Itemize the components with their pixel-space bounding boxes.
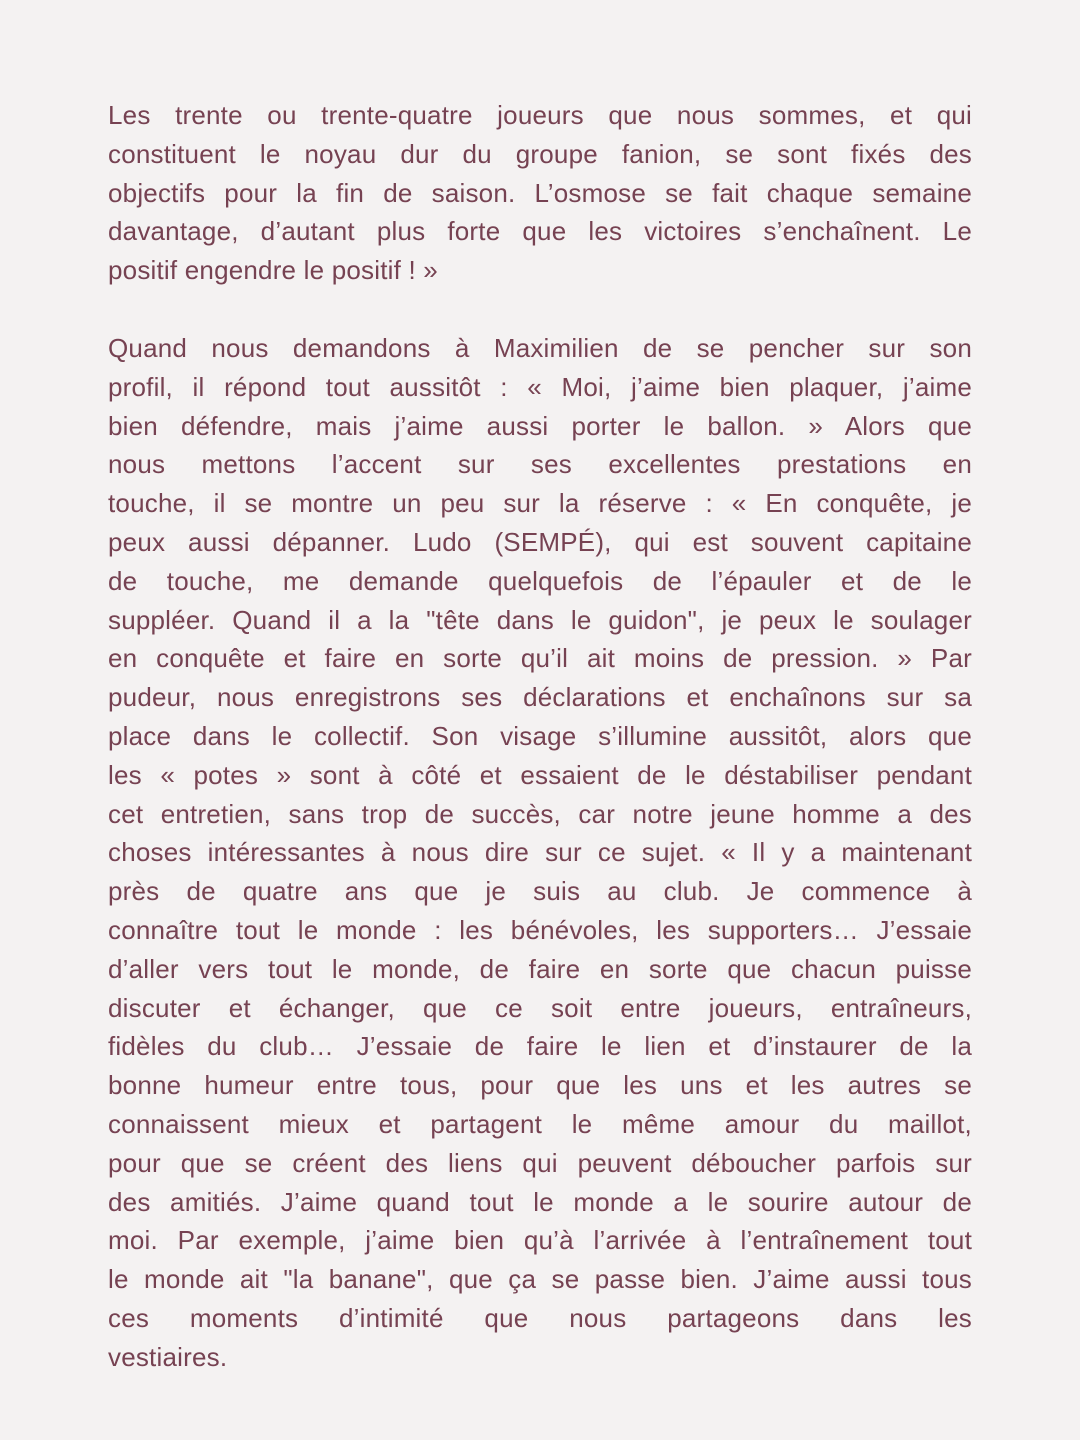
text-line: davantage, d’autant plus forte que les victoires s’enchaînent. Le xyxy=(108,216,972,247)
paragraph xyxy=(108,329,972,1377)
text-line: ces moments d’intimité que nous partageons dans les xyxy=(108,1302,972,1333)
text-line: objectifs pour la fin de saison. L’osmose se fait chaque semaine xyxy=(108,177,972,208)
text-line: bien défendre, mais j’aime aussi porter le ballon. » Alors que xyxy=(108,410,972,441)
text-line: moi. Par exemple, j’aime bien qu’à l’arrivée à l’entraînement tout xyxy=(108,1225,972,1256)
text-line: choses intéressantes à nous dire sur ce sujet. « Il y a maintenant xyxy=(108,837,972,868)
text-line: les « potes » sont à côté et essaient de le déstabiliser pendant xyxy=(108,759,972,790)
text-line: le monde ait "la banane", que ça se passe bien. J’aime aussi tous xyxy=(108,1264,972,1295)
text-line: discuter et échanger, que ce soit entre joueurs, entraîneurs, xyxy=(108,992,972,1023)
text-line: connaître tout le monde : les bénévoles, les supporters… J’essaie xyxy=(108,914,972,945)
text-line: Les trente ou trente-quatre joueurs que nous sommes, et qui xyxy=(108,100,972,130)
text-line: cet entretien, sans trop de succès, car notre jeune homme a des xyxy=(108,798,972,829)
text-line: profil, il répond tout aussitôt : « Moi, j’aime bien plaquer, j’aime xyxy=(108,371,972,402)
text-line: place dans le collectif. Son visage s’illumine aussitôt, alors que xyxy=(108,720,972,751)
text-line: connaissent mieux et partagent le même amour du maillot, xyxy=(108,1108,972,1139)
text-line: pudeur, nous enregistrons ses déclarations et enchaînons sur sa xyxy=(108,682,972,713)
article-text xyxy=(108,96,972,1377)
text-line: près de quatre ans que je suis au club. Je commence à xyxy=(108,876,972,907)
text-line: suppléer. Quand il a la "tête dans le guidon", je peux le soulager xyxy=(108,604,972,635)
text-line: positif engendre le positif ! » xyxy=(108,255,438,286)
text-line: Quand nous demandons à Maximilien de se pencher sur son xyxy=(108,332,972,363)
text-line: nous mettons l’accent sur ses excellentes prestations en xyxy=(108,449,972,480)
text-line: touche, il se montre un peu sur la réserve : « En conquête, je xyxy=(108,488,972,519)
text-line: vestiaires. xyxy=(108,1341,228,1372)
text-line: peux aussi dépanner. Ludo (SEMPÉ), qui est souvent capitaine xyxy=(108,526,972,557)
text-line: en conquête et faire en sorte qu’il ait moins de pression. » Par xyxy=(108,643,972,674)
text-line: pour que se créent des liens qui peuvent déboucher parfois sur xyxy=(108,1147,972,1178)
text-line: des amitiés. J’aime quand tout le monde a le sourire autour de xyxy=(108,1186,972,1217)
paragraph xyxy=(108,96,972,290)
text-line: constituent le noyau dur du groupe fanion, se sont fixés des xyxy=(108,138,972,169)
text-line: bonne humeur entre tous, pour que les uns et les autres se xyxy=(108,1070,972,1101)
text-line: fidèles du club… J’essaie de faire le lien et d’instaurer de la xyxy=(108,1031,972,1062)
text-line: de touche, me demande quelquefois de l’épauler et de le xyxy=(108,565,972,596)
text-line: d’aller vers tout le monde, de faire en sorte que chacun puisse xyxy=(108,953,972,984)
